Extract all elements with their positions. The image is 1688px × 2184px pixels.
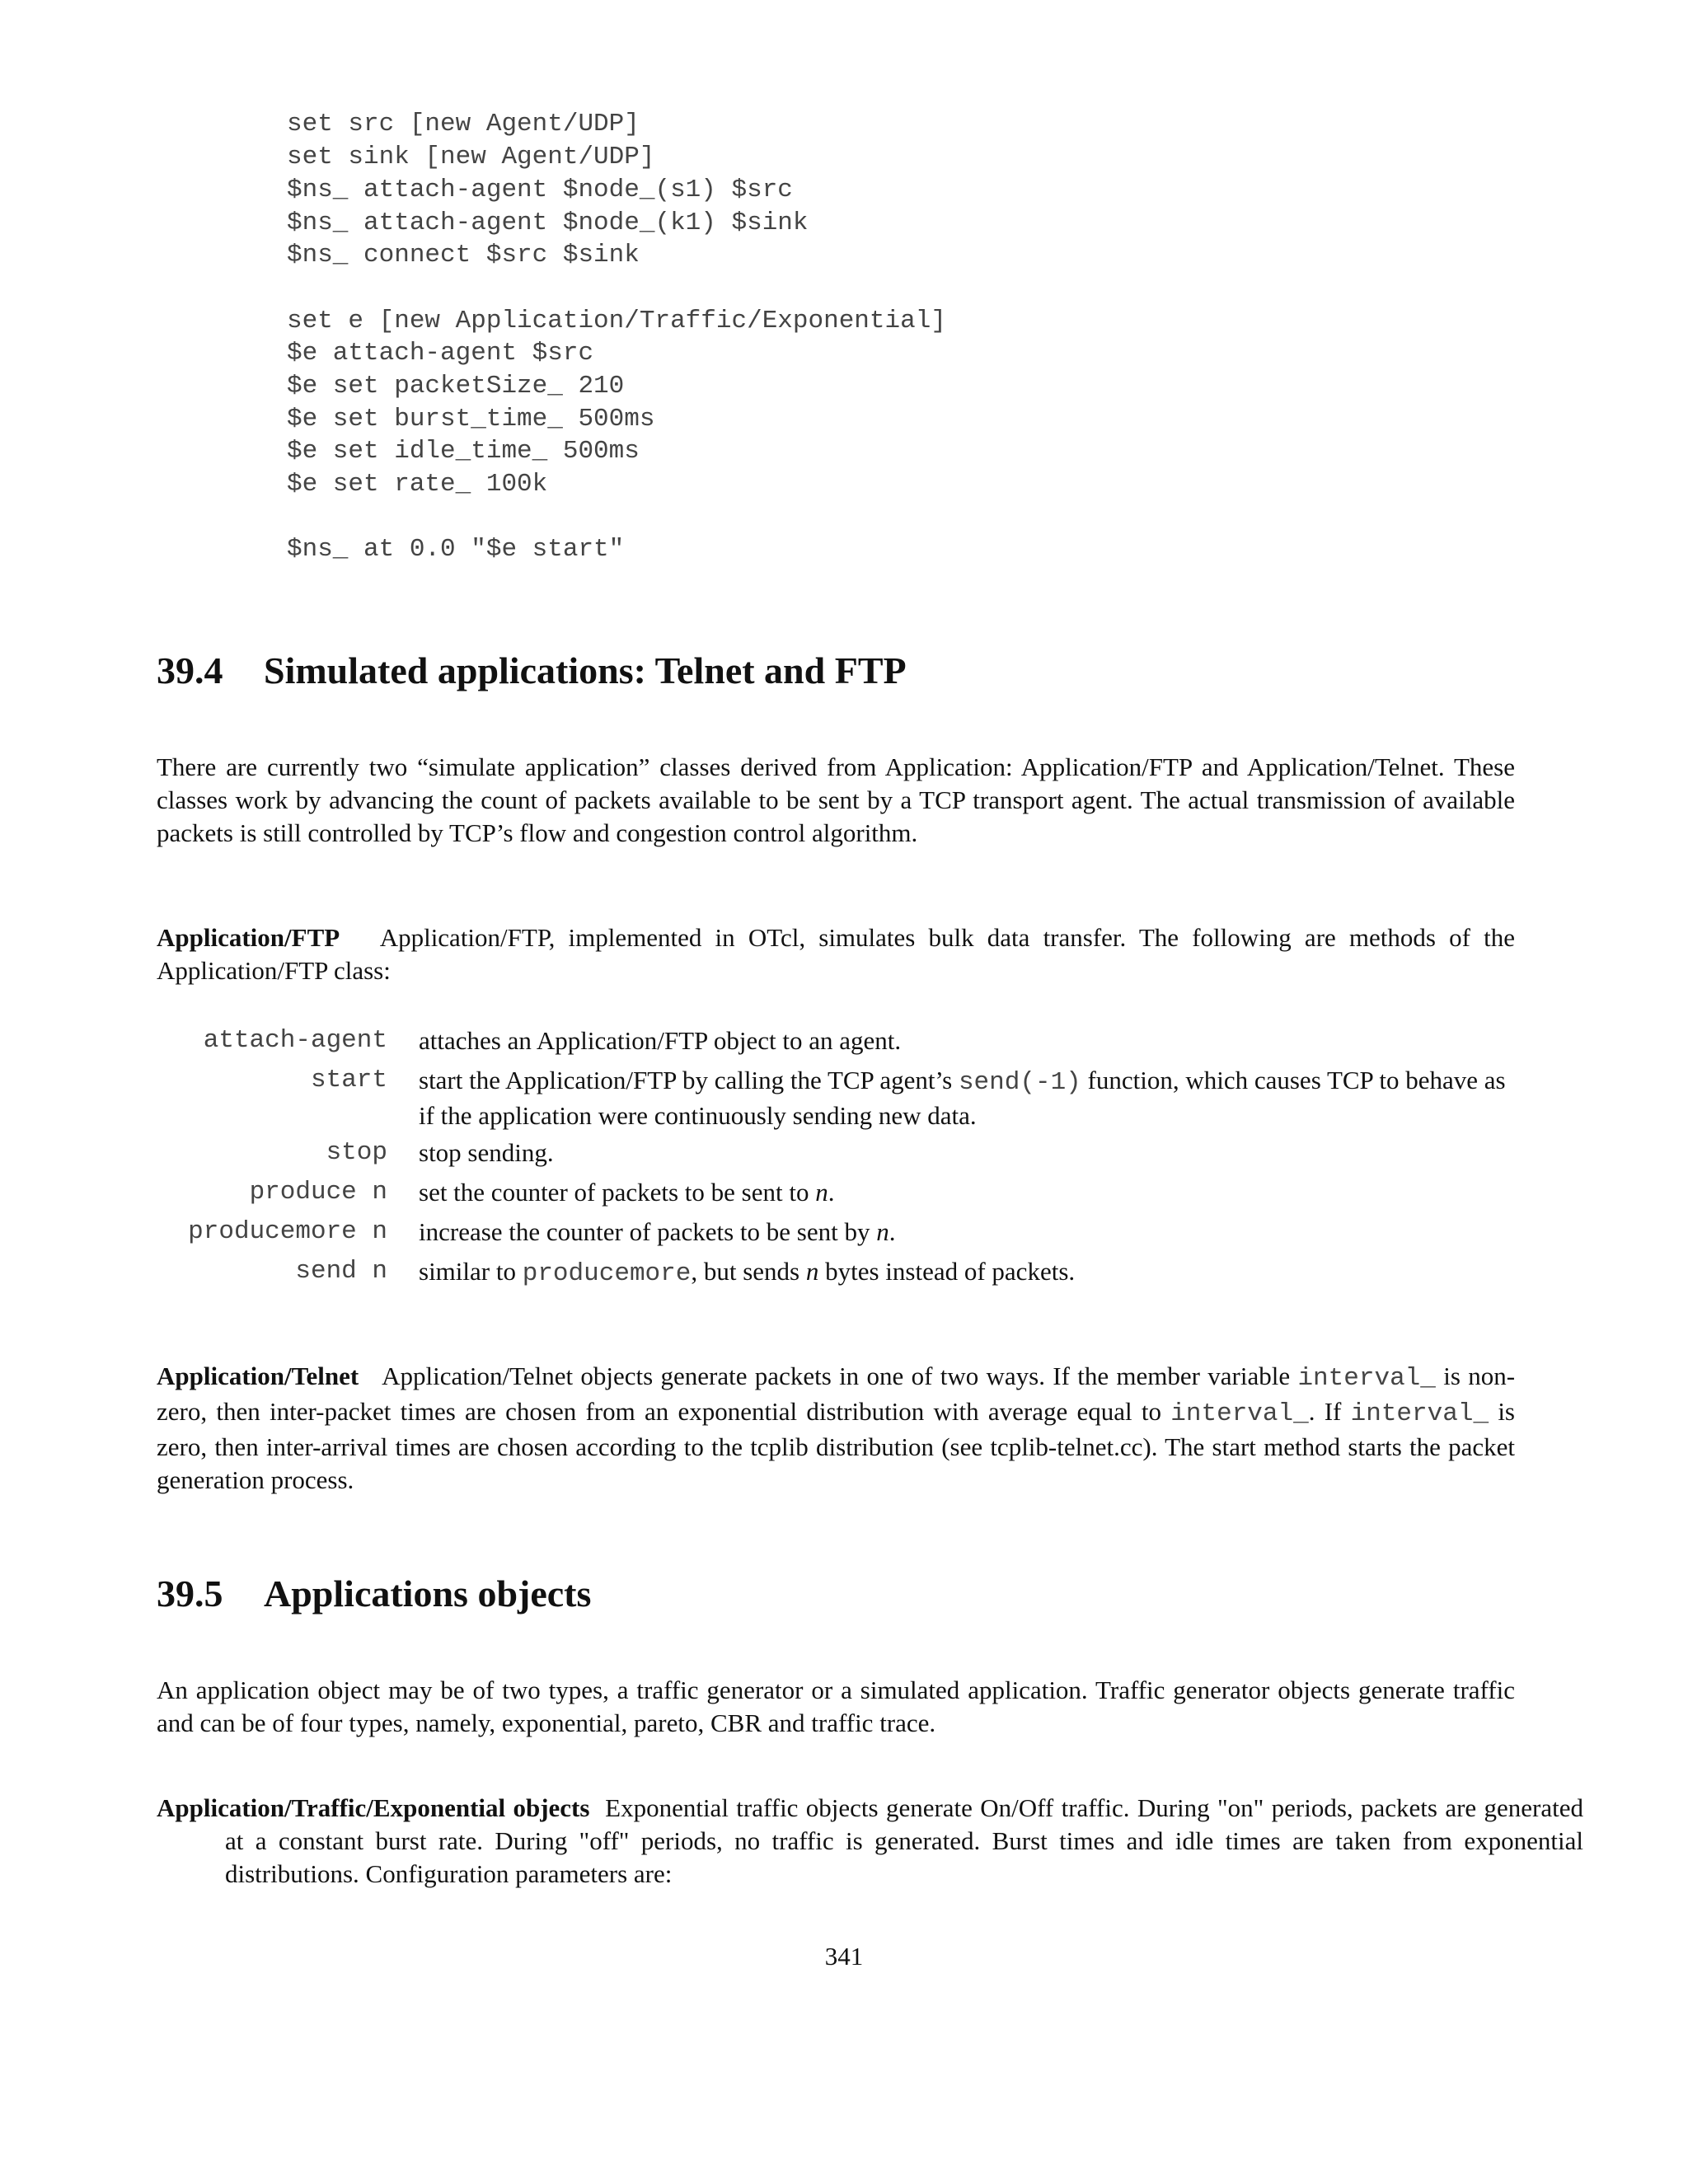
method-name: send n — [295, 1257, 387, 1286]
inline-code: interval_ — [1297, 1364, 1436, 1393]
code-line: $e set packetSize_ 210 — [287, 372, 625, 401]
method-desc-text: bytes instead of packets. — [818, 1257, 1076, 1286]
method-desc — [419, 1255, 1523, 1291]
code-line: set e [new Application/Traffic/Exponential] — [287, 307, 946, 335]
inline-code: send(-1) — [958, 1068, 1081, 1097]
code-line: $e attach-agent $src — [287, 339, 594, 368]
code-line: set sink [new Agent/UDP] — [287, 143, 655, 171]
section-title: Simulated applications: Telnet and FTP — [264, 649, 907, 691]
exponential-text: Exponential traffic objects generate On/Off traffic. During "on" periods, packets are generated at a constant burst rate. During "off" periods, no traffic is generated. Burst times and idle times are taken from exponential distributions. Configuration parameters are: — [225, 1793, 1583, 1888]
ftp-text: Application/FTP, implemented in OTcl, simulates bulk data transfer. The following are methods of the Application/FTP class: — [157, 923, 1515, 985]
section-intro-paragraph: There are currently two “simulate application” classes derived from Application: Application/FTP and Application/Telnet. These classes work by advancing the count of packets available to be sent by a TCP transport agent. The actual transmission of available packets is still controlled by TCP’s flow and congestion control algorithm. — [157, 752, 1515, 847]
telnet-text: is non-zero, then inter-packet times are chosen from an exponential distribution with average equal to — [157, 1361, 1516, 1426]
method-name: producemore n — [188, 1217, 387, 1246]
exponential-label: Application/Traffic/Exponential objects — [157, 1793, 590, 1822]
code-line: $e set burst_time_ 500ms — [287, 405, 655, 434]
section-number: 39.5 — [157, 1572, 223, 1615]
method-desc-text: set the counter of packets to be sent to — [419, 1178, 816, 1207]
method-desc — [419, 1216, 1523, 1249]
method-desc-text: , but sends — [691, 1257, 806, 1286]
method-desc-text: increase the counter of packets to be sent by — [419, 1217, 877, 1246]
method-desc: stop sending. — [419, 1138, 554, 1167]
inline-code: interval_ — [1170, 1399, 1309, 1428]
code-line: $e set idle_time_ 500ms — [287, 437, 640, 466]
inline-code: producemore — [522, 1259, 692, 1288]
method-name: produce n — [249, 1178, 387, 1207]
code-line: $ns_ at 0.0 "$e start" — [287, 535, 625, 564]
section-heading-39-5 — [157, 1571, 591, 1617]
telnet-label: Application/Telnet — [157, 1361, 359, 1390]
ftp-label: Application/FTP — [157, 923, 340, 952]
method-desc: attaches an Application/FTP object to an agent. — [419, 1026, 902, 1055]
telnet-text: . If — [1308, 1397, 1351, 1426]
section-heading-39-4 — [157, 648, 907, 694]
math-variable: n — [815, 1178, 828, 1207]
telnet-paragraph — [157, 1360, 1515, 1497]
code-line: $ns_ attach-agent $node_(k1) $sink — [287, 209, 809, 237]
code-line: set src [new Agent/UDP] — [287, 110, 640, 138]
method-desc-text: . — [889, 1217, 896, 1246]
method-desc-text: start the Application/FTP by calling the TCP agent’s — [419, 1066, 959, 1094]
method-desc — [419, 1176, 1523, 1209]
ftp-paragraph — [157, 921, 1515, 987]
method-name: start — [310, 1066, 387, 1094]
method-desc — [419, 1064, 1523, 1132]
method-name: stop — [326, 1138, 387, 1167]
method-desc-text: function, which causes TCP to behave as if the application were continuously sending new data. — [419, 1066, 1506, 1130]
code-line: $ns_ connect $src $sink — [287, 241, 640, 269]
telnet-text: is zero, then inter-arrival times are chosen according to the tcplib distribution (see tcplib-telnet.cc). The start method starts the packet generation process. — [157, 1397, 1515, 1494]
inline-code: interval_ — [1350, 1399, 1489, 1428]
math-variable: n — [876, 1217, 889, 1246]
code-line: $ns_ attach-agent $node_(s1) $src — [287, 176, 793, 204]
section-number: 39.4 — [157, 649, 223, 691]
exponential-paragraph — [157, 1792, 1583, 1891]
code-line: $e set rate_ 100k — [287, 470, 548, 499]
section-intro-paragraph: An application object may be of two types, a traffic generator or a simulated application. Traffic generator objects generate traffic and can be of four types, namely, exponential, pareto, CBR and traffic trace. — [157, 1675, 1515, 1737]
method-name: attach-agent — [203, 1026, 387, 1055]
math-variable: n — [805, 1257, 819, 1286]
page-number: 341 — [824, 1942, 864, 1971]
method-desc-text: . — [828, 1178, 835, 1207]
method-desc-text: similar to — [419, 1257, 523, 1286]
telnet-text: Application/Telnet objects generate packets in one of two ways. If the member variable — [382, 1361, 1298, 1390]
section-title: Applications objects — [264, 1572, 592, 1615]
